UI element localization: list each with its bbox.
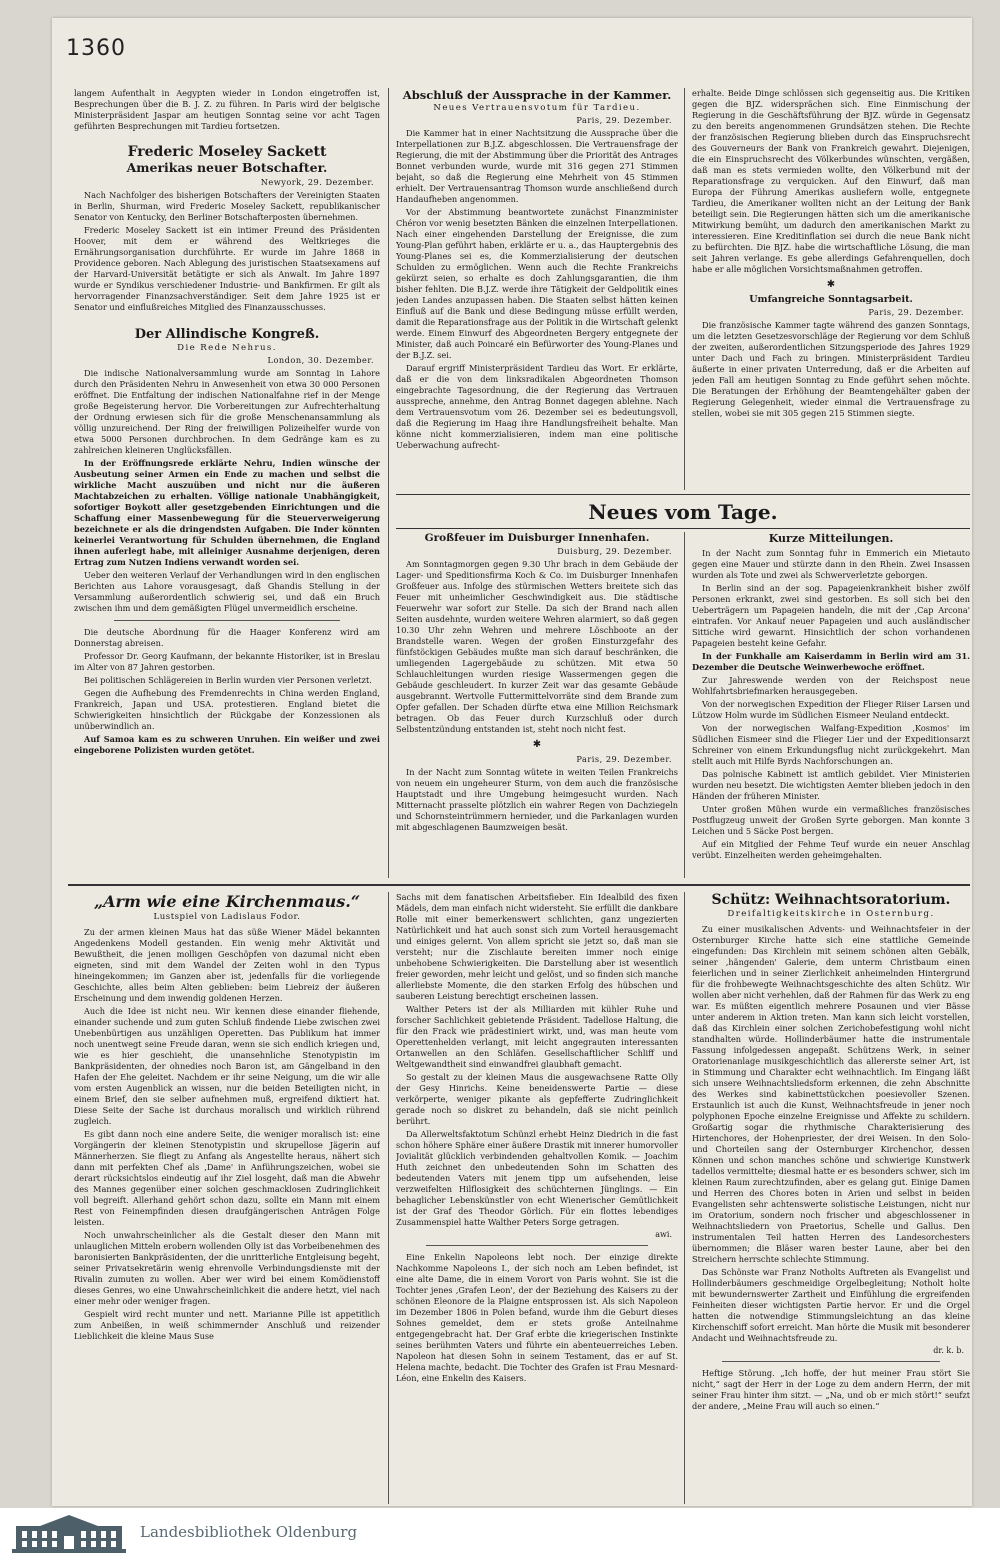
article-subtitle-vertrauen: Neues Vertrauensvotum für Tardieu. bbox=[433, 103, 641, 113]
intro-paragraph: langem Aufenthalt in Aegypten wieder in London eingetroffen ist, Besprechungen über die B. J. Z. zu führen. In Paris wird der belgische Ministerpräsident Jaspar am heutigen Sonntag seine vor acht Tagen geführten Besprechungen mit Tardieu fortsetzen. bbox=[74, 88, 380, 131]
joke-item: Heftige Störung. „Ich hoffe, der hut meiner Frau stört Sie nicht,“ sagt der Herr in der Loge zu dem andern Herrn, der mit seiner Frau hinter ihm sitzt. — „Na, und ob er mich stört!“ seufzt der andere, „Meine Frau will auch so einen.“ bbox=[692, 1368, 970, 1411]
review-paragraph: Noch unwahrscheinlicher als die Gestalt dieser den Mann mit unlauglichen Mitteln erobern wollenden Olly ist das Vorbeibenehmen des baronisierten Bankpräsidenten, der die unritterliche Entgleisung begeht, seiner Privatsekretärin wenig ehrenvolle Verbindungsdienste mit der Rivalin zumuten zu wollen. Aber wer wird bei einem Komödienstoff dieses Genres, wo eine Unwahrscheinlichkeit die andere hetzt, viel nach einer mehr oder weniger fragen. bbox=[74, 1230, 380, 1306]
review-paragraph: Das Schönste war Franz Notholts Auftreten als Evangelist und Hollinderbäumers geschmeidige Orgelbegleitung; Notholt holte mit bewundernswerter Zartheit und Einfühlung die ergreifenden Feinheiten dieser wichtigsten Partie hervor. Er und die Orgel hatten die notwendige Stimmungsleichtung an das kleine Kirchenschiff sofort erreicht. Man hörte die Musik mit besonderer Andacht und Weihnachtsfreude zu. bbox=[692, 1267, 970, 1343]
review-paragraph: Gespielt wird recht munter und nett. Marianne Pille ist appetitlich zum Anbeißen, in weiß schimmernder Anschluß und reizender Lieblichkeit die kleine Maus Suse bbox=[74, 1309, 380, 1341]
newspaper-page bbox=[52, 18, 972, 1506]
star-separator: ✱ bbox=[826, 279, 836, 290]
review-paragraph: Walther Peters ist der als Milliarden mit kühler Ruhe und forscher Sachlichkeit gebietende Präsident. Tadellose Haltung, die für den Frack wie prädestiniert wirkt, und, was man heute vom Operettenhelden verlangt, mit leicht angegrauten interessanten Ortanwellen an den Schläfen. Gesellschaftlicher Schliff und Weltgewandtheit sind einwandfrei glaubhaft gemacht. bbox=[396, 1004, 678, 1069]
dateline-newyork: Newyork, 29. Dezember. bbox=[260, 177, 374, 187]
review-paragraph: Sachs mit dem fanatischen Arbeitsfieber. Ein Idealbild des fixen Mädels, dem man einfach nicht widersteht. Sie erfüllt die dankbare Rolle mit einer bemerkenswert schlichten, ganz ungezierten Natürlichkeit und hat auch sonst sich zum Vorteil herausgemacht und einiges gelernt. Von allem spricht sie jetzt so, daß man sie versteht; nur die Zischlaute bereiten immer noch einige unbehobene Schwierigkeiten. Die Darstellung aber ist wesentlich freier geworden, mehr leicht und gelöst, und so finden sich manche allerliebste Momente, die den starken Erfolg des hübschen und sauberen Leistung berechtigt erscheinen lassen. bbox=[396, 892, 678, 1001]
column-feuilleton-middle bbox=[396, 892, 678, 1504]
news-item: Zur Jahreswende werden von der Reichspost neue Wohlfahrtsbriefmarken herausgegeben. bbox=[692, 675, 970, 696]
column-rule bbox=[684, 88, 685, 490]
article-title-sonntagsarbeit: Umfangreiche Sonntagsarbeit. bbox=[749, 294, 913, 305]
article-title-duisburg: Großfeuer im Duisburger Innenhafen. bbox=[424, 532, 650, 544]
article-title-kurze: Kurze Mitteilungen. bbox=[768, 532, 894, 545]
review-paragraph: Da Allerweltsfaktotum Schünzl erhebt Heinz Diedrich in die fast schon höhere Sphäre einer äußere Drastik mit innerer humorvoller Jovialität glücklich verbindenden gehaltvollen Komik. — Joachim Huth zeichnet den unbedeutenden Sohn im Schatten des bedeutenden Vaters mit jenem tipp um aufsehenden, leise verzweifelten Hilflosigkeit des schüchternen Jünglings. — Ein behaglicher Lebenskünstler von echt Wienerischer Gemütlichkeit ist der Graf des Theodor Görlich. Für ein flottes lebendiges Zusammenspiel hatte Walther Peters Sorge getragen. bbox=[396, 1129, 678, 1227]
dateline-duisburg: Duisburg, 29. Dezember. bbox=[557, 546, 672, 556]
review-title-schuetz: Schütz: Weihnachtsoratorium. bbox=[711, 892, 951, 908]
review-subtitle-osternburg: Dreifaltigkeitskirche in Osternburg. bbox=[727, 909, 935, 919]
column-rule bbox=[684, 532, 685, 878]
column-feuilleton-right bbox=[692, 892, 970, 1504]
review-paragraph: So gestalt zu der kleinen Maus die ausgewachsene Ratte Olly der Gesy Hinrichs. Keine beneidenswerte Partie — diese verkörperte, weniger pikante als gepfefferte Zudringlichkeit gerade noch so diskret zu behandeln, daß sie nicht peinlich berührt. bbox=[396, 1072, 678, 1126]
article-paragraph: Die französische Kammer tagte während des ganzen Sonntags, um die letzten Gesetzesvorschläge der Regierung vor dem Schluß der zweiten, außerordentlichen Sitzungsperiode des Jahres 1929 unter Dach und Fach zu bringen. Ministerpräsident Tardieu äußerte in einer privaten Unterredung, daß er die Arbeiten auf jeden Fall am heutigen Sonntag zu Ende geführt sehen möchte. Die Beratungen der Erhöhung der Beamtengehälter gaben der Regierung Gelegenheit, wieder einmal die Vertrauensfrage zu stellen, wobei sie mit 305 gegen 215 Stimmen siegte. bbox=[692, 320, 970, 418]
page-number: 1360 bbox=[66, 36, 126, 61]
separator bbox=[722, 1361, 940, 1362]
separator bbox=[426, 1245, 648, 1246]
article-paragraph: Nach Nachfolger des bisherigen Botschafters der Vereinigten Staaten in Berlin, Shurman, wird Frederic Moseley Sackett, republikanischer Senator von Kentucky, den Berliner Botschafterposten übernehmen. bbox=[74, 190, 380, 222]
column-left bbox=[74, 88, 380, 878]
article-paragraph: Die Kammer hat in einer Nachtsitzung die Aussprache über die Interpellationen zur B.J.Z. abgeschlossen. Die Vertrauensfrage der Regierung, die mit der Abstimmung über die Priorität des Antrages Bonnet verbunden wurde, wurde mit 316 gegen 271 Stimmen bejaht, so daß die Regierung eine Mehrheit von 45 Stimmen erhielt. Der Vertrauensantrag Thomson wurde anschließend durch Handaufheben angenommen. bbox=[396, 128, 678, 204]
review-signature: dr. k. b. bbox=[933, 1346, 964, 1355]
section-title-neues: Neues vom Tage. bbox=[588, 500, 778, 524]
review-paragraph: Zu der armen kleinen Maus hat das süße Wiener Mädel bekannten Angedenkens Modell gestanden. Ein wenig mehr Aktivität und Bewußtheit, die jenen molligen Geschöpfen von dazumal nicht eben eigneten, sind mit dem Wandel der Zeiten wohl in den Typus hineingekommen; im Ganzen aber ist, jedenfalls für die vorliegende Geschichte, alles beim Alten geblieben: beim Liebreiz der äußeren Erscheinung und dem inwendig goldenen Herzen. bbox=[74, 927, 380, 1003]
review-title-kirchenmaus: „Arm wie eine Kirchenmaus.“ bbox=[93, 892, 361, 911]
news-item: Unter großen Mühen wurde ein vermaßliches französisches Postflugzeug unweit der Großen Syrte geborgen. Man konnte 3 Leichen und 5 Säcke Post bergen. bbox=[692, 804, 970, 836]
news-item: Professor Dr. Georg Kaufmann, der bekannte Historiker, ist in Breslau im Alter von 87 Jahren gestorben. bbox=[74, 651, 380, 672]
review-paragraph: Es gibt dann noch eine andere Seite, die weniger moralisch ist: eine Vorgängerin der kleinen Stenotypistin und skrupellose Jägerin auf Männerherzen. Sie fliegt zu Anfang als Angestellte heraus, nähert sich dann mit perfekten Chef als ‚Dame' in Anführungszeichen, wobei sie derart rücksichtslos eindeutig auf ihr Ziel losgeht, daß man die Abwehr des Mannes gegenüber einer solchen geschmacklosen Zudringlichkeit voll begreift. Allerhand gehört schon dazu, sollte ein Mann mit einem Rest von Feinempfinden diesen draufgängerischen Anträgen Folge leisten. bbox=[74, 1129, 380, 1227]
article-paragraph: Frederic Moseley Sackett ist ein intimer Freund des Präsidenten Hoover, mit dem er während des Weltkrieges die Ernährungsorganisation durchführte. Er wurde im Jahre 1868 in Providence geboren. Nach Ablegung des juristischen Staatsexamens auf der Harvard-Universität betätigte er sich als Anwalt. Im Jahre 1897 wurde er Syndikus verschiedener Industrie- und Bankfirmen. Er gilt als hervorragender Finanzsachverständiger. Seit dem Jahre 1925 ist er Senator und einflußreiches Mitglied des Finanzausschusses. bbox=[74, 225, 380, 312]
article-title-kongress: Der Allindische Kongreß. bbox=[134, 327, 320, 342]
news-item: Das polnische Kabinett ist amtlich gebildet. Vier Ministerien wurden neu besetzt. Die wichtigsten Aemter blieben jedoch in den Händen der früheren Minister. bbox=[692, 769, 970, 801]
dateline-london: London, 30. Dezember. bbox=[267, 355, 374, 365]
news-item: In Berlin sind an der sog. Papageienkrankheit bisher zwölf Personen erkrankt, zwei sind gestorben. Es soll sich bei den Ueberträgern um Papageien handeln, die mit der ‚Cap Arcona' eintrafen. Vor Ankauf neuer Papageien und auch ausländischer Sittiche wird gewarnt. Hinsichtlich der schon vorhandenen Papageien besteht keine Gefahr. bbox=[692, 583, 970, 648]
news-item: Gegen die Aufhebung des Fremdenrechts in China werden England, Frankreich, Japan und USA. protestieren. England bietet die Schwierigkeiten hinsichtlich der Rückgabe der Konzessionen als unüberwindlich an. bbox=[74, 688, 380, 731]
column-neues-right bbox=[692, 532, 970, 878]
article-paragraph: Ueber den weiteren Verlauf der Verhandlungen wird in den englischen Berichten aus Lahore vorausgesagt, daß Ghandis Stellung in der Versammlung außerordentlich schwierig sei, und daß ein Bruch zwischen ihm und dem gemäßigten Flügel unvermeidlich erscheine. bbox=[74, 570, 380, 613]
article-paragraph: Darauf ergriff Ministerpräsident Tardieu das Wort. Er erklärte, daß er die von dem linksradikalen Abgeordneten Thomson eingebrachte Tagesordnung, die der Regierung das Vertrauen ausspreche, annehme, den Antrag Bonnet dagegen ablehne. Nach dem Vertrauensvotum vom 26. Dezember sei es bedeutungsvoll, daß die Regierung im Haag ihre Handlungsfreiheit behalte. Man könne nicht kommerzialisieren, indem man eine politische Ueberwachung aufrecht- bbox=[396, 363, 678, 450]
article-subtitle-sackett: Amerikas neuer Botschafter. bbox=[126, 160, 328, 175]
column-rule bbox=[388, 892, 389, 1504]
column-right-top bbox=[692, 88, 970, 490]
column-rule bbox=[388, 88, 389, 878]
review-paragraph: Auch die Idee ist nicht neu. Wir kennen diese einander fliehende, einander suchende und zum guten Schluß findende Liebe zwischen zwei Unebenbürtigen aus unzähligen Operetten. Das Publikum hat immer noch unentwegt seine Freude daran, wenn sie sich endlich kriegen und, wie es hier geschieht, die unansehnliche Stenotypistin im Bankpräsidenten, der ohnedies noch Baron ist, am Gängelband in den Hafen der Ehe geleitet. Nachdem er ihr seine Neigung, um die wir alle vom ersten Augenblick an wissen, nur die beiden Beteiligten nicht, in einem Brief, den sie selber aufnehmen muß, ergreifend diktiert hat. Diese Seite der Sache ist durchaus moralisch und wirklich rührend zugleich. bbox=[74, 1006, 380, 1126]
review-paragraph: Zu einer musikalischen Advents- und Weihnachtsfeier in der Osternburger Kirche hatte sich eine stattliche Gemeinde eingefunden: Das Kirchlein mit seinem schönen alten Gebälk, seiner ‚hängenden' Galerie, dem unterm Christbaum einen feierlichen und in seiner Zierlichkeit anheimelnden Hintergrund für die frohbewegte Weihnachtsgeschichte des alten Schütz. Wir wollen aber nicht verhehlen, daß der Rahmen für das Werk zu eng war. Es müßten eigentlich mehrere Posaunen und vier Bässe unter anderem in Aktion treten. Man kann sich leicht vorstellen, daß das Kirchlein einer solchen Zerichobefestigung wohl nicht standhalten würde. Hollinderbäumer hatte die instrumentale Fassung infolgedessen angepaßt. Schützens Werk, in seiner Oratorienanlage musikgeschichtlich das allererste seiner Art, ist in Stimmung und Charakter echt weihnachtlich. Im Eingang läßt sich unsere Weihnachtsliedsform erkennen, die zehn Abschnitte des Werkes sind kabinettstückchen poesievoller Szenen. Erstaunlich ist auch die Kunst, Weihnachtsfreude in jener noch polyphonen Epoche einzelne Ereignisse und Affekte zu schildern. Großartig sogar die rhythmische Charakterisierung des Hirtenchores, der Hohenpriester, der drei Weisen. In den Solo- und Chorteilen sang der Osternburger Kirchenchor, dessen Können und schon manches schöne und schwierige Kunstwerk tadellos vermittelte; diesmal hatte er es besonders schwer, sich im kleinen Raum zurechtzufinden, aber es gelang gut. Einige Damen und Herren des Chores boten in Arien und selbst in beiden Evangelisten sehr achtenswerte solistische Leistungen, nicht nur im Oratorium, sondern noch frischer und abgeschlossener in Weihnachtsliedern von Praetorius, Schelle und Gallus. Den instrumentalen Teil hatten Herren des Landesorchesters übernommen; die Bläser waren bester Laune, aber bei den Streichern herrschte schlechte Stimmung. bbox=[692, 924, 970, 1264]
news-item: Die deutsche Abordnung für die Haager Konferenz wird am Donnerstag abreisen. bbox=[74, 627, 380, 648]
dateline-paris-3: Paris, 29. Dezember. bbox=[576, 754, 672, 764]
column-middle-top bbox=[396, 88, 678, 490]
article-subtitle-nehru: Die Rede Nehrus. bbox=[177, 343, 277, 353]
column-feuilleton-left bbox=[74, 892, 380, 1504]
review-subtitle-fodor: Lustspiel von Ladislaus Fodor. bbox=[153, 912, 301, 922]
dateline-paris: Paris, 29. Dezember. bbox=[576, 115, 672, 125]
news-item: Auf Samoa kam es zu schweren Unruhen. Ein weißer und zwei eingeborene Polizisten wurden getötet. bbox=[74, 734, 380, 755]
dateline-paris-2: Paris, 29. Dezember. bbox=[868, 307, 964, 317]
news-item-napoleon: Eine Enkelin Napoleons lebt noch. Der einzige direkte Nachkomme Napoleons I., der sich noch am Leben befindet, ist eine alte Dame, die in einem Vorort von Paris wohnt. Sie ist die Tochter jenes ‚Grafen Leon', der der Beziehung des Kaisers zu der schönen Eleonore de la Plaigne entsprossen ist. Als sich Napoleon im Dezember 1806 in Polen befand, wurde ihm die Geburt dieses Sohnes gemeldet, dem er stets große Anteilnahme entgegengebracht hat. Der Graf erbte die kriegerischen Instinkte seines berühmten Vaters und führte ein abenteuerreiches Leben. Napoleon hat diesen Sohn in seinem Testament, das er auf St. Helena machte, bedacht. Die Tochter des Grafen ist Frau Mesnard-Léon, eine Enkelin des Kaisers. bbox=[396, 1252, 678, 1383]
news-item: Auf ein Mitglied der Fehme Teuf wurde ein neuer Anschlag verübt. Einzelheiten werden geheimgehalten. bbox=[692, 839, 970, 860]
library-building-icon bbox=[10, 1512, 128, 1554]
news-item: Von der norwegischen Expedition der Flieger Riiser Larsen und Lützow Holm wurde im Südlichen Eismeer Neuland entdeckt. bbox=[692, 699, 970, 720]
review-signature: awi. bbox=[655, 1230, 672, 1239]
section-rule bbox=[396, 528, 970, 529]
article-paragraph: erhalte. Beide Dinge schlössen sich gegenseitig aus. Die Kritiken gegen die BJZ. widersprächen sich. Eine Einmischung der Regierung in die Geschäftsführung der BJZ. würde in Gegensatz zu den bereits angenommenen Grundsätzen stehen. Die Rechte der französischen Regierung blieben durch das Einspruchsrecht des Gouverneurs der Bank von Frankreich gewahrt. Diejenigen, die ein Einspruchsrecht des Völkerbundes wünschten, vergäßen, daß man es stets vermieden wollte, den Völkerbund mit der Reparationsfrage zu verquicken. Auf den Einwurf, daß man Europa der Führung Amerikas ausliefern wolle, entgegnete Tardieu, die Amerikaner wollten nicht an der Leitung der Bank beteiligt sein. Die Regierungen hätten sich um die amerikanische Mitwirkung bemüht, um dadurch den amerikanischen Markt zu interessieren. Eine Kreditinflation sei durch die neue Bank nicht zu befürchten. Die BJZ. habe die wirtschaftliche Lösung, die man seit Jahren verlange. Es gebe allerdings Gefahrenquellen, doch habe er alle möglichen Vorsichtsmaßnahmen getroffen. bbox=[692, 88, 970, 274]
star-separator: ✱ bbox=[532, 739, 542, 750]
library-name: Landesbibliothek Oldenburg bbox=[140, 1523, 358, 1541]
section-rule-thick bbox=[68, 884, 970, 886]
article-paragraph: In der Nacht zum Sonntag wütete in weiten Teilen Frankreichs von neuem ein ungeheurer Sturm, von dem auch die französische Hauptstadt und ihre Umgebung heimgesucht wurden. Nach Mitternacht prasselte plötzlich ein wahrer Regen von Dachziegeln und Schornsteintrümmern hernieder, und die Parkanlagen wurden mit abgeschlagenen Baumzweigen besät. bbox=[396, 767, 678, 832]
article-paragraph: In der Eröffnungsrede erklärte Nehru, Indien wünsche der Ausbeutung seiner Armen ein Ende zu machen und selbst die wirkliche Macht auszuüben und nicht nur die äußeren Machtabzeichen zu erhalten. Völlige nationale Unabhängigkeit, sofortiger Boykott aller gesetzgebenden Einrichtungen und die Schaffung einer Massenbewegung für die Steuerverweigerung bezeichnete er als die dringendsten Aufgaben. Die Inder könnten keinerlei Verantwortung für Schulden übernehmen, die England ihnen auferlegt habe, mit alleiniger Ausnahme derjenigen, deren Ertrag zum Nutzen Indiens verwandt worden sei. bbox=[74, 458, 380, 567]
column-neues-left bbox=[396, 532, 678, 878]
news-item: Bei politischen Schlägereien in Berlin wurden vier Personen verletzt. bbox=[84, 675, 372, 685]
separator bbox=[114, 620, 340, 621]
column-rule bbox=[684, 892, 685, 1504]
section-rule bbox=[396, 494, 970, 495]
news-item: In der Funkhalle am Kaiserdamm in Berlin wird am 31. Dezember die Deutsche Weinwerbewoche eröffnet. bbox=[692, 651, 970, 672]
article-paragraph: Vor der Abstimmung beantwortete zunächst Finanzminister Chéron vor wenig besetzten Bänken die einzelnen Interpellationen. Nach einer eingehenden Darstellung der Ereignisse, die zum Young-Plan geführt haben, erklärte er u. a., das Hauptergebnis des Young-Planes sei es, die Kommerzialisierung der deutschen Schulden zu ermöglichen. Wenn auch die Rechte Frankreichs gekürzt seien, so erhalte es doch Zahlungsgarantien, die ihm bisher fehlten. Die B.J.Z. werde ihre Tätigkeit der Geldpolitik eines jeden Landes anzupassen haben. Die Staaten selbst hätten keinen Einfluß auf die Bank und diese Bedingung müsse erfüllt werden, damit die Reparationsfrage aus der Politik in die Wirtschaft gelenkt werde. Einem Einwurf des Abgeordneten Bergery entgegnete der Minister, daß auch Poincaré ein Befürworter des Young-Planes und der B.J.Z. sei. bbox=[396, 207, 678, 360]
article-title-kammer: Abschluß der Aussprache in der Kammer. bbox=[402, 88, 672, 102]
article-paragraph: Die indische Nationalversammlung wurde am Sonntag in Lahore durch den Präsidenten Nehru in Anwesenheit von etwa 30 000 Personen eröffnet. Die Entfaltung der indischen Nationalfahne rief in der Menge große Begeisterung hervor. Die Vorbereitungen zur Aufrechterhaltung der Ordnung erwiesen sich für die große Menschenansammlung als völlig unzureichend. Der Ring der freiwilligen Polizeihelfer wurde von etwa 5000 Personen durchbrochen. In dem Gedränge kam es zu zahlreichen kleineren Unglücksfällen. bbox=[74, 368, 380, 455]
news-item: In der Nacht zum Sonntag fuhr in Emmerich ein Mietauto gegen eine Mauer und stürzte dann in den Rhein. Zwei Insassen wurden als Tote und zwei als Schwerverletzte geborgen. bbox=[692, 548, 970, 580]
article-title-sackett: Frederic Moseley Sackett bbox=[127, 144, 327, 160]
article-paragraph: Am Sonntagmorgen gegen 9.30 Uhr brach in dem Gebäude der Lager- und Speditionsfirma Koch & Co. im Duisburger Innenhafen Großfeuer aus. Infolge des stürmischen Wetters breitete sich das Feuer mit unheimlicher Geschwindigkeit aus. Die städtische Feuerwehr war sofort zur Stelle. Da sich der Brand nach allen Seiten ausdehnte, wurden weitere Wehren alarmiert, so daß gegen 10.30 Uhr zehn Wehren und mehrere Löschboote an der Brandstelle waren. Wegen der großen Einsturzgefahr des fünfstöckigen Gebäudes mußte man sich darauf beschränken, die umliegenden Lagergebäude zu schützen. Mit etwa 50 Schlauchleitungen wurden riesige Wassermengen gegen die Gebäude geschleudert. In kurzer Zeit war das gesamte Gebäude ausgebrannt. Wertvolle Futtermittelvorräte sind dem Brande zum Opfer gefallen. Der Schaden dürfte etwa eine Million Reichsmark betragen. Ob das Feuer durch Kurzschluß oder durch Selbstentzündung entstanden ist, steht noch nicht fest. bbox=[396, 559, 678, 734]
news-item: Von der norwegischen Walfang-Expedition ‚Kosmos' im Südlichen Eismeer sind die Flieger Lier und der Expeditionsarzt Schreiner von einem Erkundungsflug nicht zurückgekehrt. Man stellt auch mit Hilfe Byrds Nachforschungen an. bbox=[692, 723, 970, 766]
